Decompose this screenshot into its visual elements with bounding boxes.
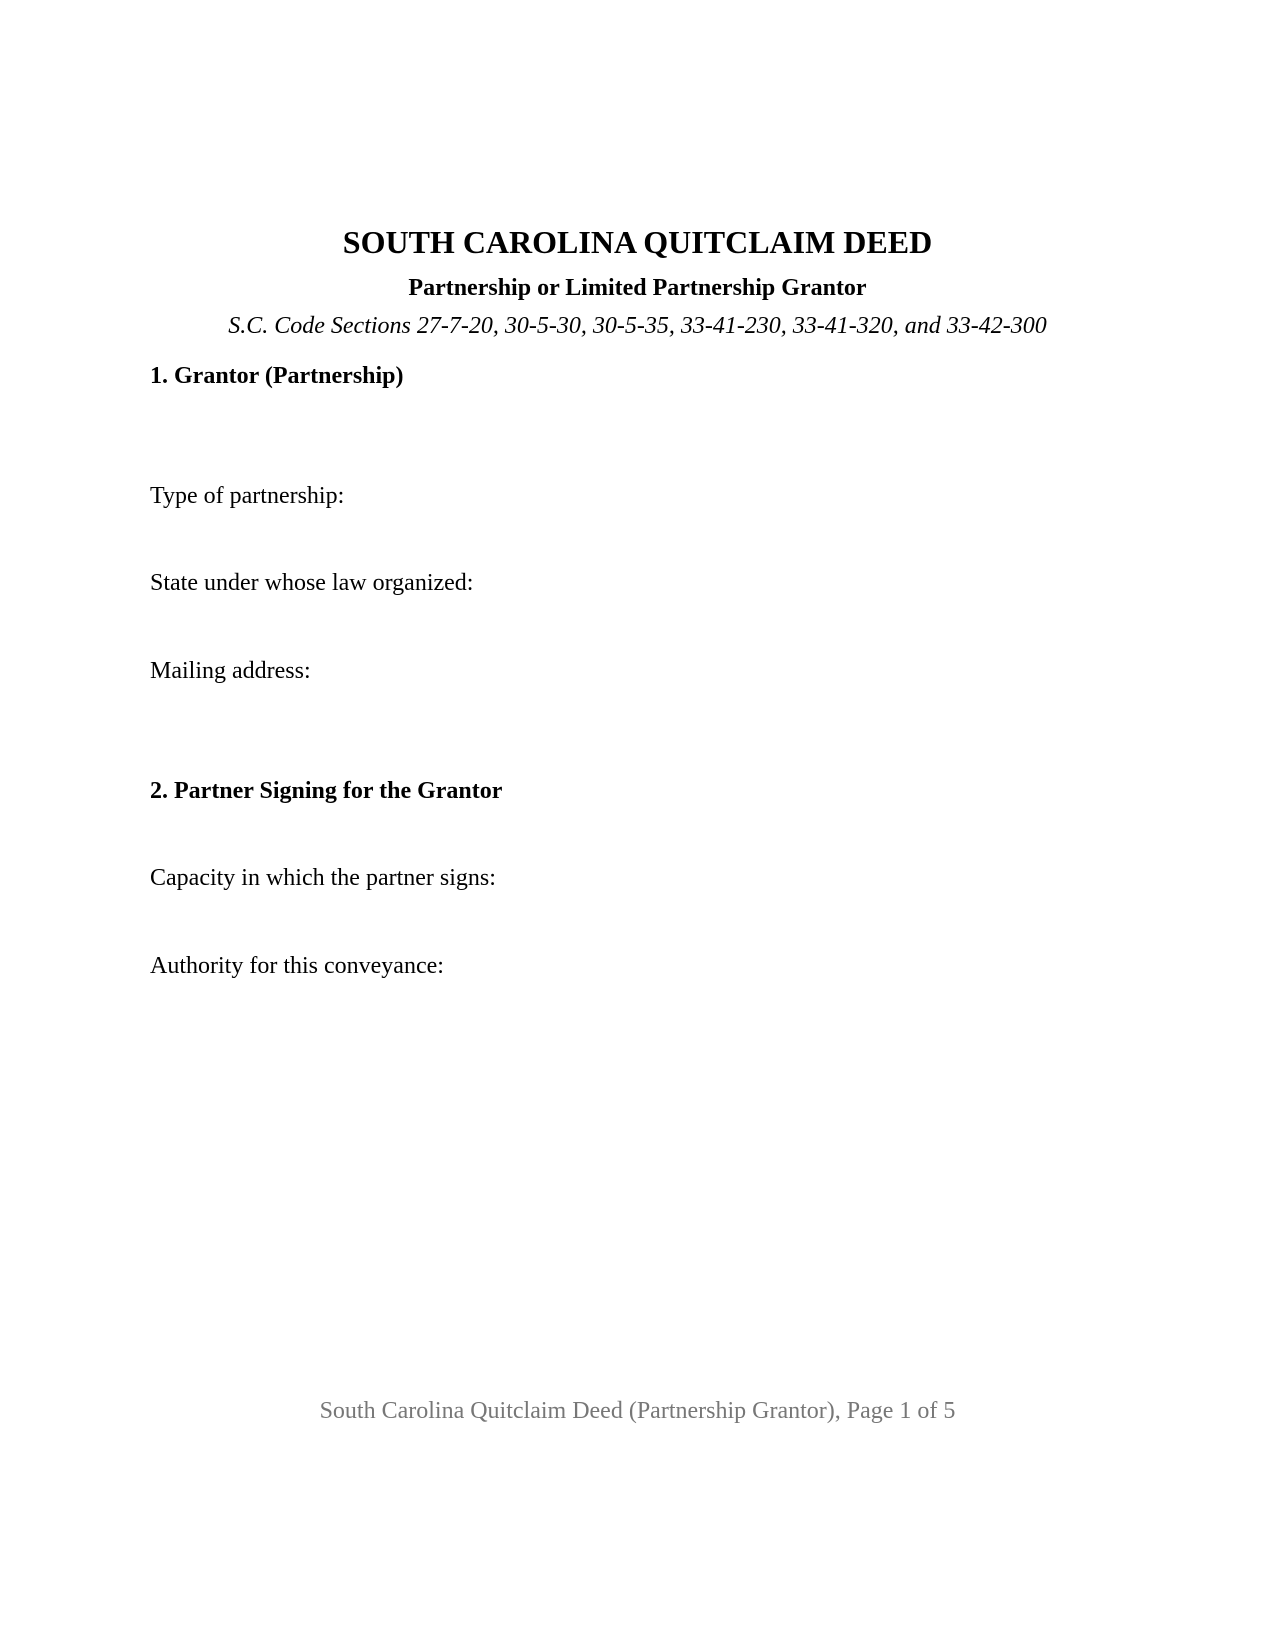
- section-1-heading: 1. Grantor (Partnership): [150, 363, 404, 389]
- page-footer: South Carolina Quitclaim Deed (Partnership Grantor), Page 1 of 5: [319, 1398, 956, 1424]
- code-reference: S.C. Code Sections 27-7-20, 30-5-30, 30-5-35, 33-41-230, 33-41-320, and 33-42-300: [228, 313, 1047, 339]
- document-title: SOUTH CAROLINA QUITCLAIM DEED: [342, 224, 933, 260]
- document-subtitle: Partnership or Limited Partnership Grantor: [408, 275, 867, 301]
- state-organized-label: State under whose law organized:: [150, 570, 474, 596]
- section-2-heading: 2. Partner Signing for the Grantor: [150, 778, 503, 804]
- capacity-label: Capacity in which the partner signs:: [150, 865, 496, 891]
- mailing-address-label: Mailing address:: [150, 658, 311, 684]
- authority-label: Authority for this conveyance:: [150, 953, 444, 979]
- type-of-partnership-label: Type of partnership:: [150, 483, 345, 509]
